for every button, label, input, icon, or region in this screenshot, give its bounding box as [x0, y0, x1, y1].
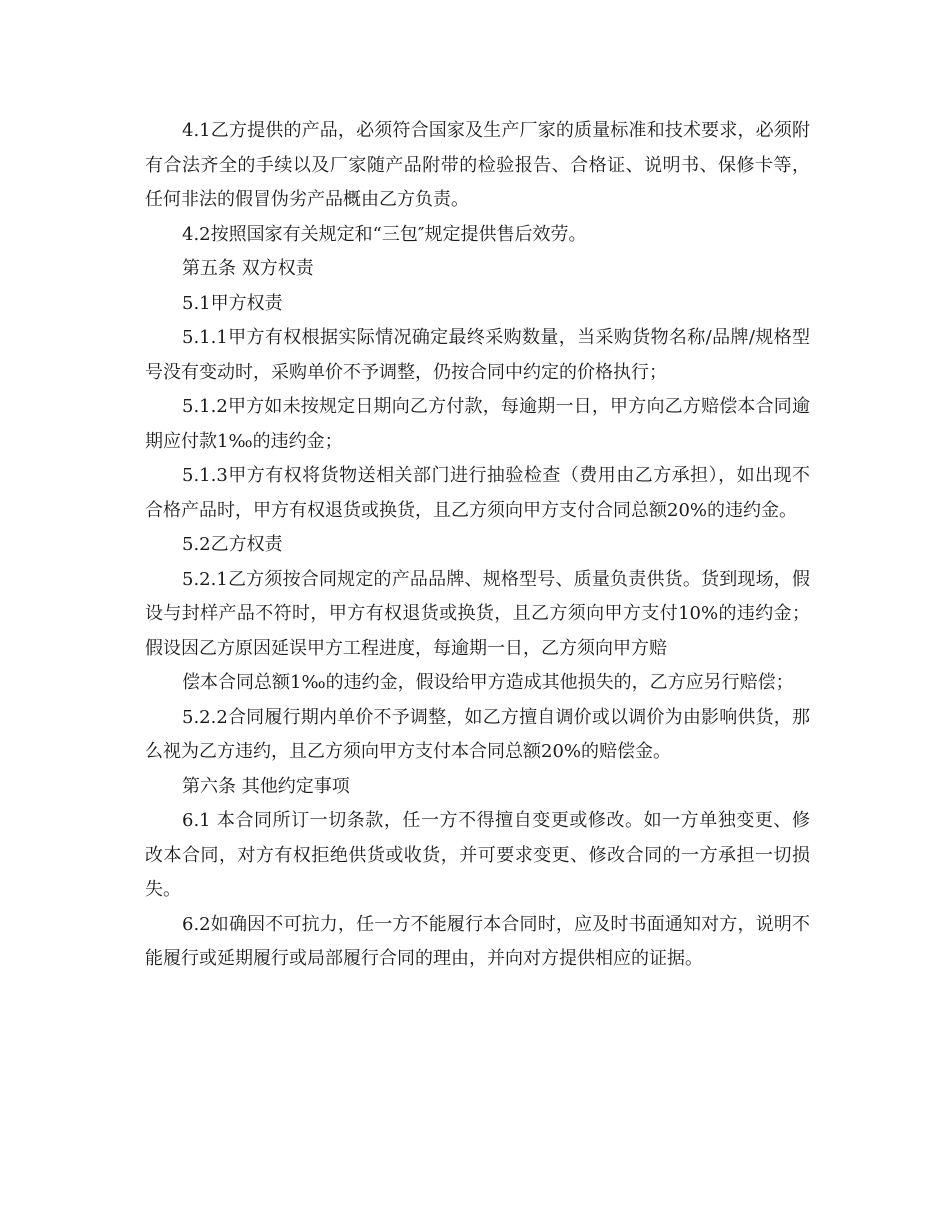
paragraph-6-1: 6.1 本合同所订一切条款，任一方不得擅自变更或修改。如一方单独变更、修改本合同，对方有权拒绝供货或收货，并可要求变更、修改合同的一方承担一切损失。: [145, 810, 810, 900]
paragraph-5-1-1: 5.1.1甲方有权根据实际情况确定最终采购数量，当采购货物名称/品牌/规格型号没有变动时，采购单价不予调整，仍按合同中约定的价格执行；: [145, 327, 810, 383]
paragraph-6-2: 6.2如确因不可抗力，任一方不能履行本合同时，应及时书面通知对方，说明不能履行或延期履行或局部履行合同的理由，并向对方提供相应的证据。: [145, 913, 810, 969]
paragraph-5-1-3: 5.1.3甲方有权将货物送相关部门进行抽验检查（费用由乙方承担），如出现不合格产品时，甲方有权退货或换货，且乙方须向甲方支付合同总额20%的违约金。: [145, 465, 810, 521]
paragraph-5-2-1: 5.2.1乙方须按合同规定的产品品牌、规格型号、质量负责供货。货到现场，假设与封样产品不符时，甲方有权退货或换货，且乙方须向甲方支付10%的违约金；假设因乙方原因延误甲方工程进度，每逾期一日，乙方须向甲方赔: [145, 568, 810, 659]
document-page: [145, 114, 810, 977]
paragraph-5-2-2: 5.2.2合同履行期内单价不予调整，如乙方擅自调价或以调价为由影响供货，那么视为乙方违约，且乙方须向甲方支付本合同总额20%的赔偿金。: [145, 706, 810, 762]
paragraph-5-1-2: 5.1.2甲方如未按规定日期向乙方付款，每逾期一日，甲方向乙方赔偿本合同逾期应付款1‰的违约金；: [145, 396, 810, 452]
heading-5-2: 5.2乙方权责: [182, 534, 283, 555]
paragraph-5-2-1-cont: 偿本合同总额1‰的违约金，假设给甲方造成其他损失的，乙方应另行赔偿；: [182, 672, 794, 693]
heading-5-1: 5.1甲方权责: [182, 292, 283, 314]
paragraph-4-1: 4.1乙方提供的产品，必须符合国家及生产厂家的质量标准和技术要求，必须附有合法齐全的手续以及厂家随产品附带的检验报告、合格证、说明书、保修卡等，任何非法的假冒伪劣产品概由乙方负责。: [145, 120, 810, 210]
heading-article-5: 第五条 双方权责: [182, 258, 314, 279]
heading-article-6: 第六条 其他约定事项: [182, 775, 350, 797]
paragraph-4-2: 4.2按照国家有关规定和“三包″规定提供售后效劳。: [182, 223, 587, 245]
